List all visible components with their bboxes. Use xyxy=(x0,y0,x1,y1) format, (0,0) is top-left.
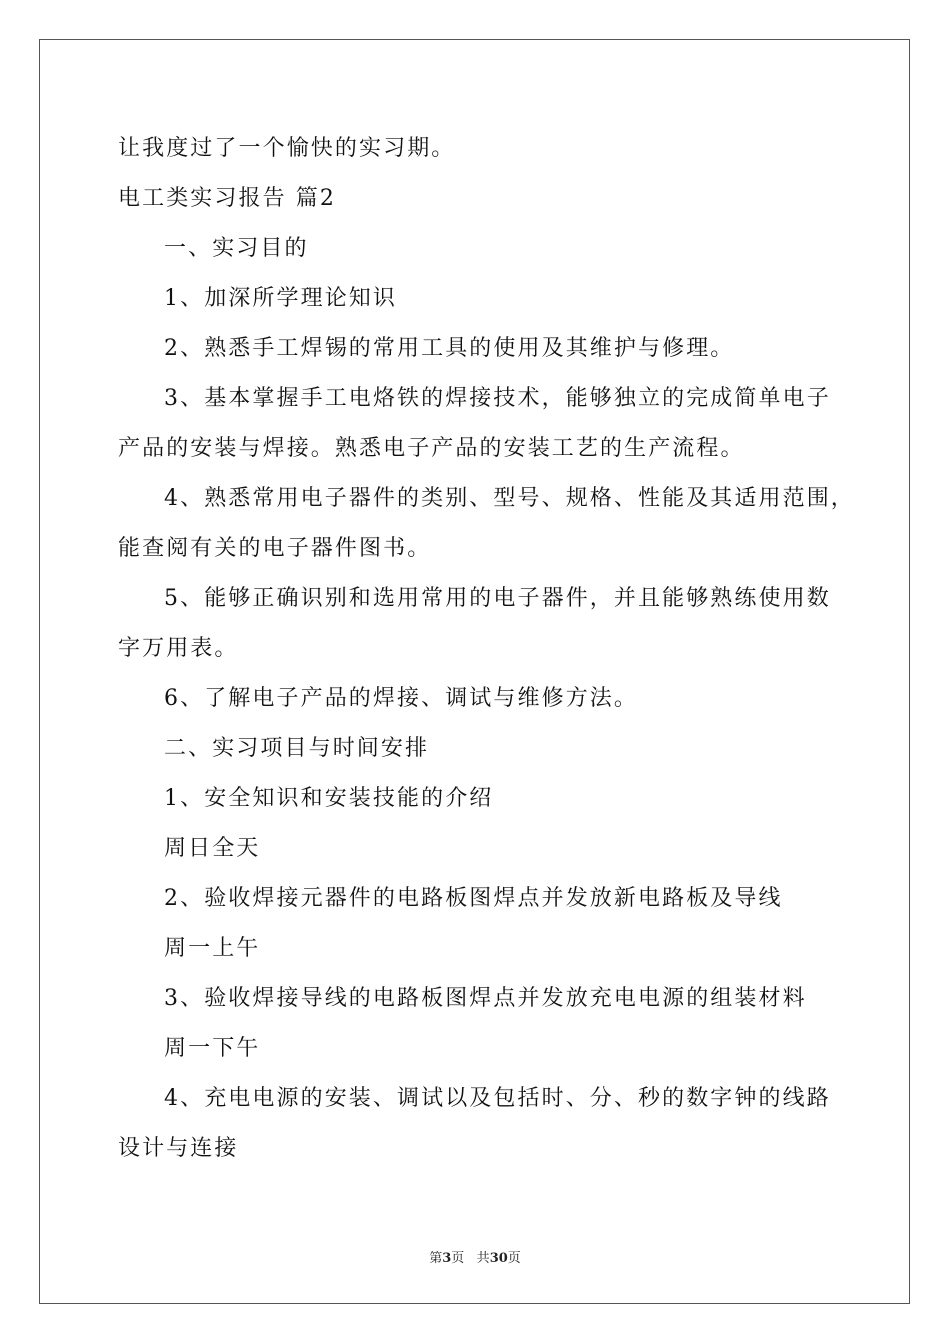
text-line: 设计与连接 xyxy=(118,1136,239,1161)
text-line: 周日全天 xyxy=(164,836,261,861)
text-line: 2、验收焊接元器件的电路板图焊点并发放新电路板及导线 xyxy=(164,886,783,911)
text-line: 3、验收焊接导线的电路板图焊点并发放充电电源的组装材料 xyxy=(164,986,807,1011)
text-line: 能查阅有关的电子器件图书。 xyxy=(118,536,432,561)
text-line: 让我度过了一个愉快的实习期。 xyxy=(118,136,456,161)
total-pages: 30 xyxy=(489,1251,508,1266)
page-prefix: 第 xyxy=(429,1251,443,1266)
text-line: 5、能够正确识别和选用常用的电子器件，并且能够熟练使用数 xyxy=(164,586,831,611)
page-footer xyxy=(0,1247,950,1266)
text-line: 1、加深所学理论知识 xyxy=(164,286,397,311)
text-line: 4、熟悉常用电子器件的类别、型号、规格、性能及其适用范围， xyxy=(164,486,855,511)
text-line: 产品的安装与焊接。熟悉电子产品的安装工艺的生产流程。 xyxy=(118,436,745,461)
text-line: 4、充电电源的安装、调试以及包括时、分、秒的数字钟的线路 xyxy=(164,1086,831,1111)
page-suffix: 页 xyxy=(451,1251,465,1266)
text-line: 周一下午 xyxy=(164,1036,261,1061)
text-line: 6、了解电子产品的焊接、调试与维修方法。 xyxy=(164,686,638,711)
page-number: 3 xyxy=(442,1251,452,1266)
heading-schedule: 二、实习项目与时间安排 xyxy=(164,736,430,761)
text-line: 1、安全知识和安装技能的介绍 xyxy=(164,786,494,811)
text-line: 字万用表。 xyxy=(118,636,239,661)
text-line: 周一上午 xyxy=(164,936,261,961)
section-title: 电工类实习报告 篇2 xyxy=(118,186,336,211)
total-prefix: 共 xyxy=(476,1251,490,1266)
text-line: 3、基本掌握手工电烙铁的焊接技术，能够独立的完成简单电子 xyxy=(164,386,831,411)
heading-purpose: 一、实习目的 xyxy=(164,236,309,261)
text-line: 2、熟悉手工焊锡的常用工具的使用及其维护与修理。 xyxy=(164,336,735,361)
total-suffix: 页 xyxy=(507,1251,521,1266)
